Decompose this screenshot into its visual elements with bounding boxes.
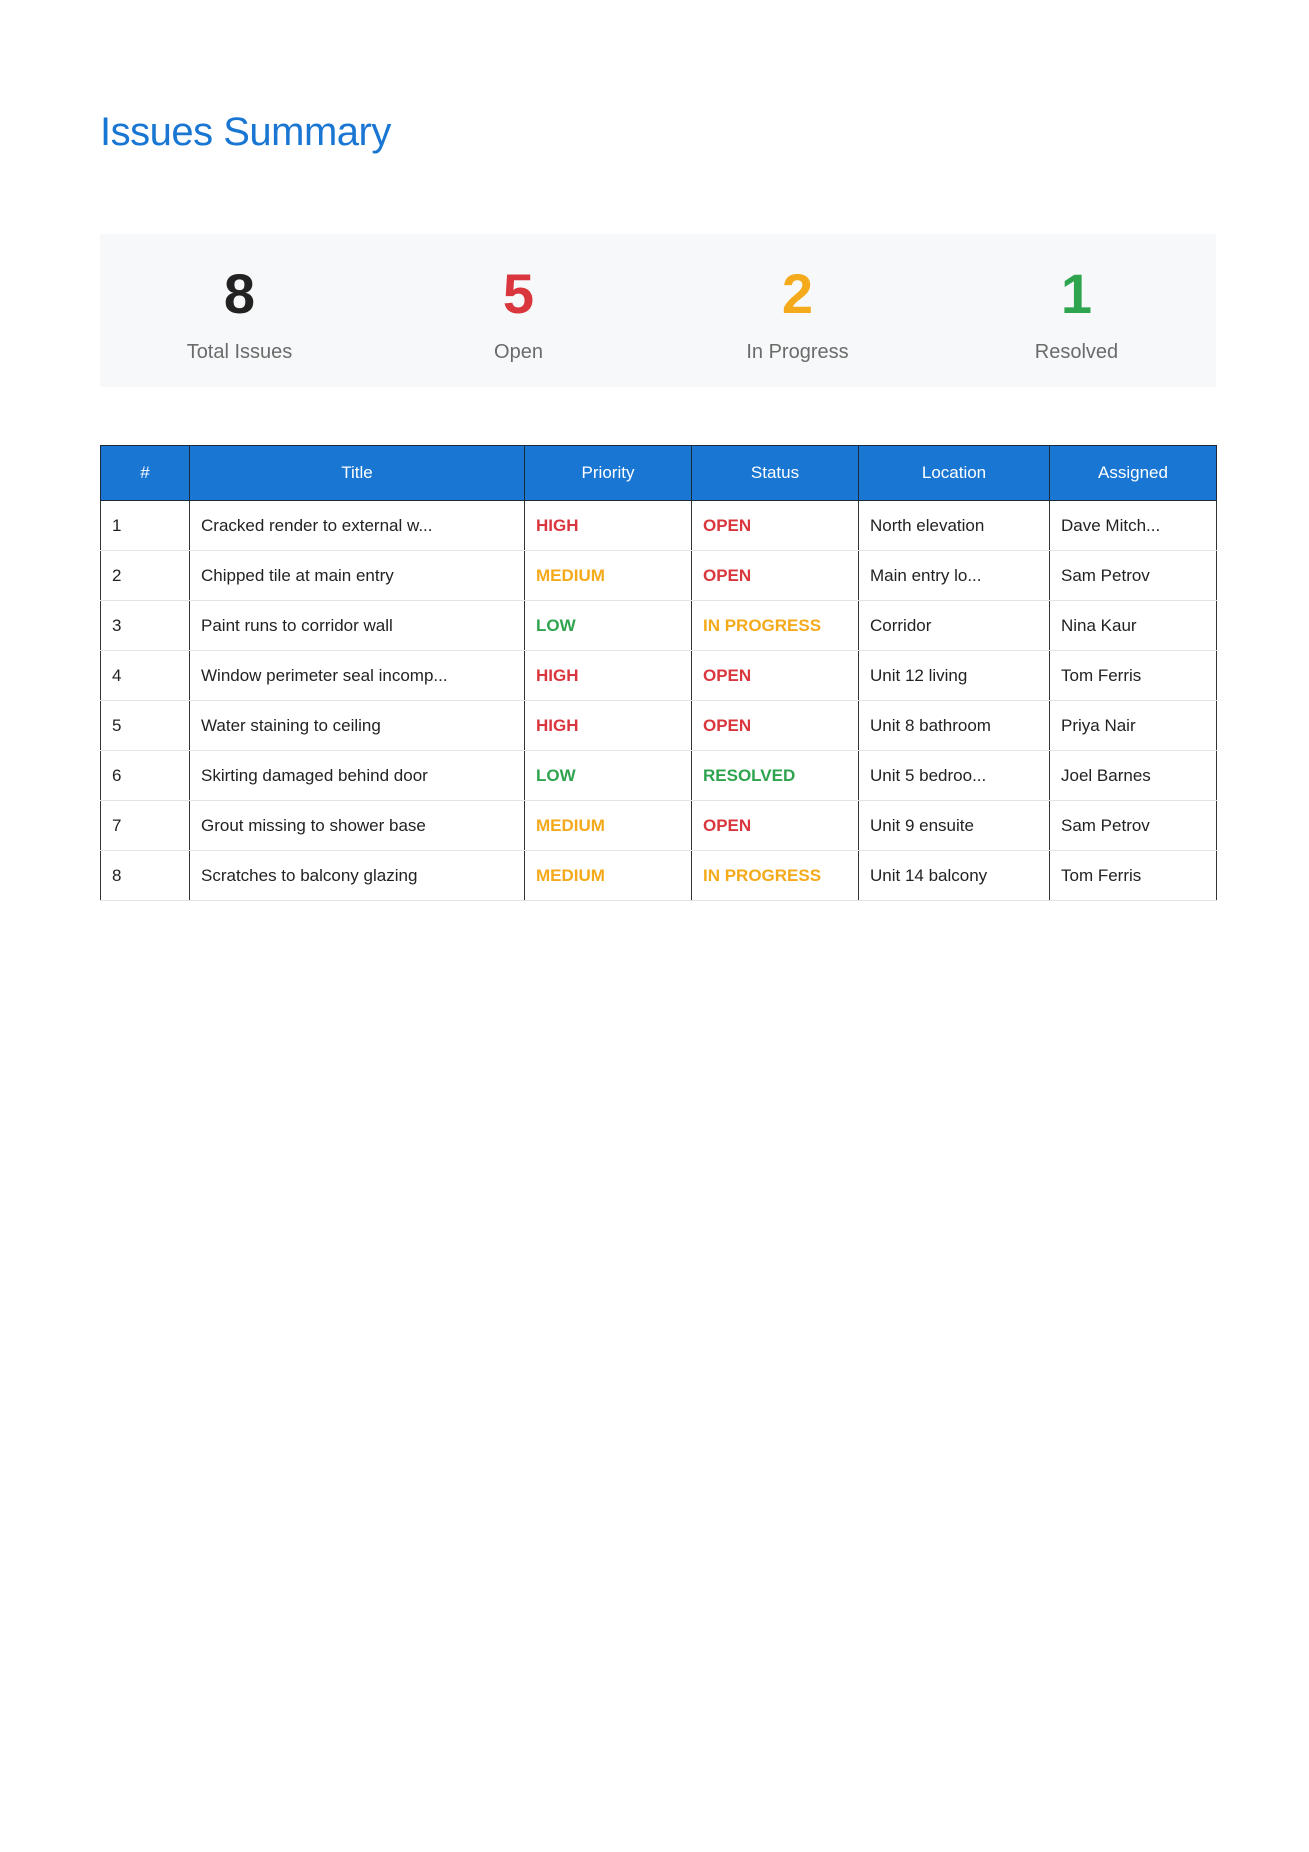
- issues-table-body: [101, 501, 1217, 901]
- stat-in-progress: [658, 234, 937, 387]
- status-badge: OPEN: [692, 651, 859, 701]
- column-header-assigned: Assigned: [1050, 446, 1217, 501]
- cell-title: Paint runs to corridor wall: [190, 601, 525, 651]
- priority-badge: HIGH: [525, 501, 692, 551]
- cell-number: 8: [101, 851, 190, 901]
- issues-table: [100, 445, 1217, 901]
- status-badge: OPEN: [692, 551, 859, 601]
- stat-total-issues: [100, 234, 379, 387]
- status-badge: OPEN: [692, 701, 859, 751]
- cell-number: 4: [101, 651, 190, 701]
- status-badge: RESOLVED: [692, 751, 859, 801]
- cell-title: Chipped tile at main entry: [190, 551, 525, 601]
- stat-label: Total Issues: [186, 341, 293, 363]
- priority-badge: HIGH: [525, 651, 692, 701]
- cell-location: Unit 9 ensuite: [859, 801, 1050, 851]
- cell-location: Unit 12 living: [859, 651, 1050, 701]
- stat-label: Resolved: [1034, 341, 1119, 363]
- cell-title: Scratches to balcony glazing: [190, 851, 525, 901]
- cell-location: Unit 8 bathroom: [859, 701, 1050, 751]
- cell-assigned: Joel Barnes: [1050, 751, 1217, 801]
- cell-number: 7: [101, 801, 190, 851]
- priority-badge: LOW: [525, 751, 692, 801]
- cell-location: Unit 14 balcony: [859, 851, 1050, 901]
- stat-label: Open: [494, 341, 543, 363]
- priority-badge: LOW: [525, 601, 692, 651]
- stat-value: 8: [223, 262, 256, 325]
- cell-number: 5: [101, 701, 190, 751]
- cell-number: 1: [101, 501, 190, 551]
- cell-title: Grout missing to shower base: [190, 801, 525, 851]
- cell-title: Skirting damaged behind door: [190, 751, 525, 801]
- cell-title: Window perimeter seal incomp...: [190, 651, 525, 701]
- cell-title: Water staining to ceiling: [190, 701, 525, 751]
- cell-number: 6: [101, 751, 190, 801]
- cell-assigned: Tom Ferris: [1050, 651, 1217, 701]
- stat-label: In Progress: [746, 341, 849, 363]
- priority-badge: MEDIUM: [525, 801, 692, 851]
- column-header-number: #: [101, 446, 190, 501]
- table-row: [101, 701, 1217, 751]
- cell-title: Cracked render to external w...: [190, 501, 525, 551]
- cell-location: Corridor: [859, 601, 1050, 651]
- status-badge: OPEN: [692, 501, 859, 551]
- cell-assigned: Tom Ferris: [1050, 851, 1217, 901]
- status-badge: OPEN: [692, 801, 859, 851]
- cell-assigned: Dave Mitch...: [1050, 501, 1217, 551]
- table-row: [101, 851, 1217, 901]
- cell-location: North elevation: [859, 501, 1050, 551]
- page-title: Issues Summary: [100, 110, 391, 154]
- priority-badge: MEDIUM: [525, 851, 692, 901]
- cell-number: 3: [101, 601, 190, 651]
- status-badge: IN PROGRESS: [692, 601, 859, 651]
- priority-badge: MEDIUM: [525, 551, 692, 601]
- cell-assigned: Nina Kaur: [1050, 601, 1217, 651]
- table-row: [101, 651, 1217, 701]
- table-row: [101, 751, 1217, 801]
- table-row: [101, 801, 1217, 851]
- priority-badge: HIGH: [525, 701, 692, 751]
- table-row: [101, 501, 1217, 551]
- stat-open: [379, 234, 658, 387]
- table-row: [101, 551, 1217, 601]
- cell-assigned: Sam Petrov: [1050, 801, 1217, 851]
- cell-number: 2: [101, 551, 190, 601]
- status-badge: IN PROGRESS: [692, 851, 859, 901]
- stat-value: 1: [1060, 262, 1093, 325]
- column-header-priority: Priority: [525, 446, 692, 501]
- summary-panel: [100, 234, 1216, 387]
- table-row: [101, 601, 1217, 651]
- cell-location: Unit 5 bedroo...: [859, 751, 1050, 801]
- table-header-row: [101, 446, 1217, 501]
- column-header-title: Title: [190, 446, 525, 501]
- stat-resolved: [937, 234, 1216, 387]
- stat-value: 2: [781, 262, 814, 325]
- column-header-location: Location: [859, 446, 1050, 501]
- cell-location: Main entry lo...: [859, 551, 1050, 601]
- cell-assigned: Priya Nair: [1050, 701, 1217, 751]
- stat-value: 5: [502, 262, 535, 325]
- column-header-status: Status: [692, 446, 859, 501]
- cell-assigned: Sam Petrov: [1050, 551, 1217, 601]
